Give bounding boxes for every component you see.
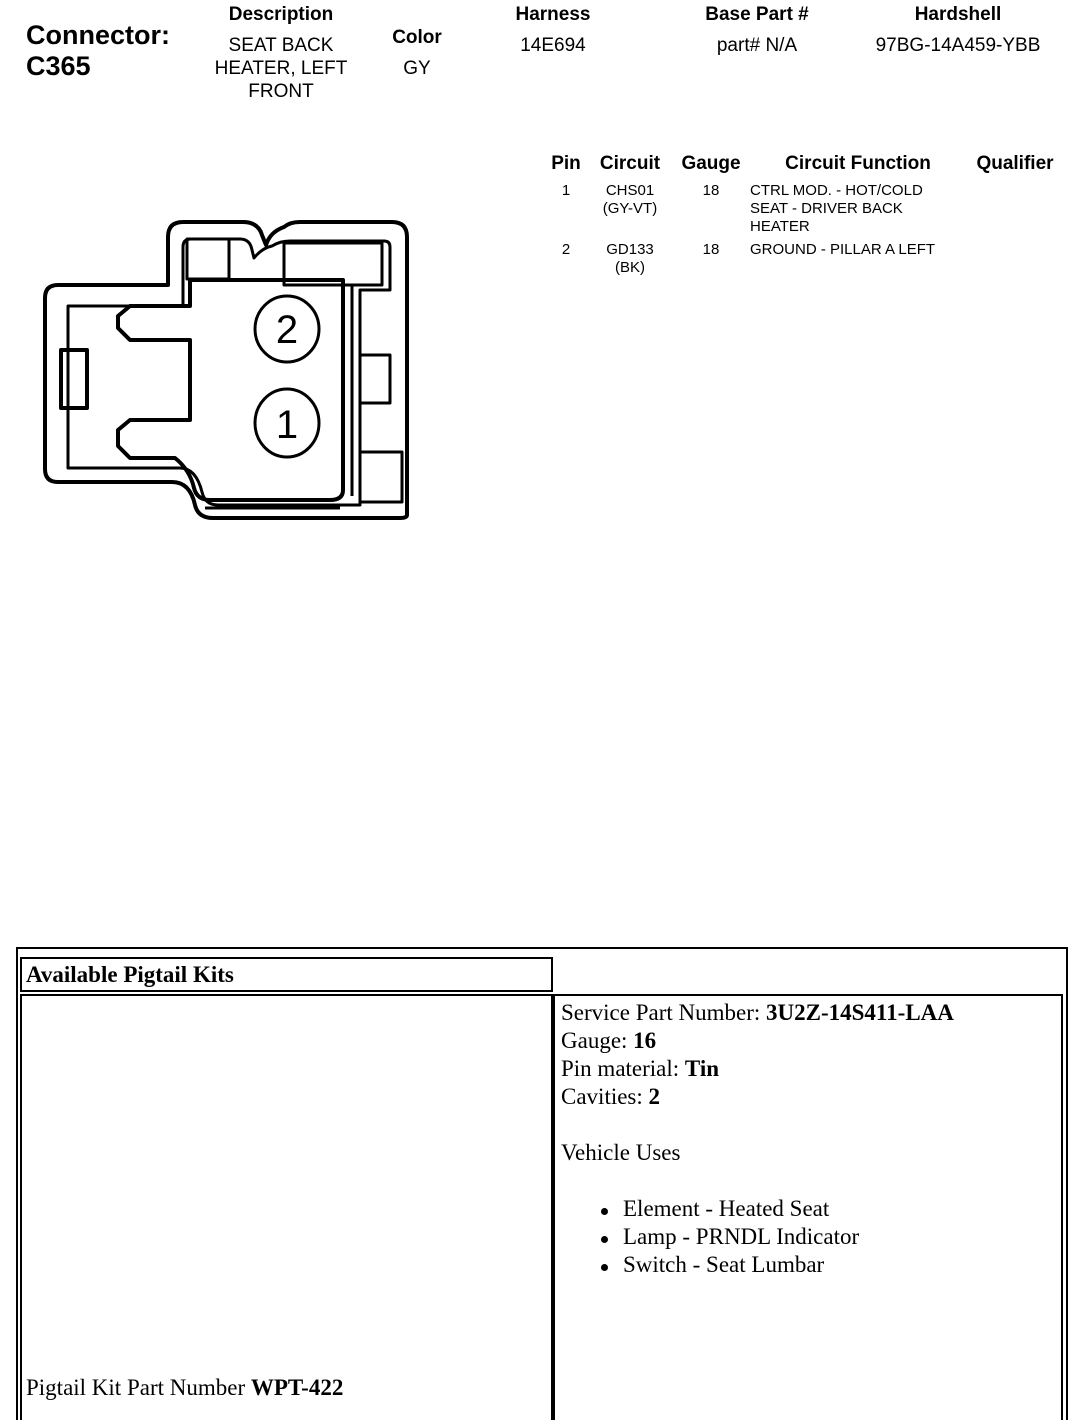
description-line: FRONT — [248, 81, 314, 102]
base-part-label: Base Part # — [705, 4, 809, 25]
vehicle-use-item: Switch - Seat Lumbar — [561, 1251, 954, 1279]
color-value: GY — [403, 58, 431, 79]
empty-header-cell — [553, 957, 1063, 992]
circuit-cell — [592, 182, 668, 218]
circuit-color: (BK) — [615, 259, 645, 276]
circuit-cell — [592, 241, 668, 277]
right-latch-tab-lower — [360, 452, 402, 502]
gauge-header: Gauge — [681, 153, 741, 174]
function-line: SEAT - DRIVER BACK — [750, 200, 903, 217]
hardshell-value: 97BG-14A459-YBB — [875, 35, 1041, 56]
pin-number: 1 — [561, 182, 571, 199]
pigtail-kit-number — [26, 1374, 343, 1402]
qualifier-header: Qualifier — [976, 153, 1054, 174]
description-line: HEATER, LEFT — [214, 58, 348, 79]
pin-material-line — [561, 1055, 954, 1083]
pin-material-label: Pin material: — [561, 1056, 685, 1081]
function-line: CTRL MOD. - HOT/COLD — [750, 182, 923, 199]
harness-label: Harness — [515, 4, 591, 25]
color-label: Color — [392, 27, 442, 48]
circuit-header: Circuit — [599, 153, 661, 174]
description-line: SEAT BACK — [228, 35, 334, 56]
top-notch-left — [187, 239, 229, 279]
vehicle-uses-list — [561, 1195, 954, 1279]
circuit-code: CHS01 — [605, 182, 655, 199]
cavities-line — [561, 1083, 954, 1111]
connector-face-diagram — [0, 0, 420, 540]
service-part-value: 3U2Z-14S411-LAA — [766, 1000, 954, 1025]
cavities-label: Cavities: — [561, 1084, 649, 1109]
pin-number: 2 — [561, 241, 571, 258]
function-line: HEATER — [750, 218, 810, 235]
gauge-label: Gauge: — [561, 1028, 634, 1053]
pin-label-1: 1 — [275, 403, 299, 447]
description-label: Description — [228, 4, 334, 25]
circuit-code: GD133 — [606, 241, 654, 258]
pin-label-2: 2 — [275, 308, 299, 352]
pigtail-info-cell — [553, 994, 1063, 1420]
pigtail-info — [561, 999, 954, 1279]
circuit-function-header: Circuit Function — [785, 153, 931, 174]
service-part-line — [561, 999, 954, 1027]
base-part-value: part# N/A — [716, 35, 798, 56]
connector-label: Connector: — [26, 20, 170, 50]
cavities-value: 2 — [648, 1084, 661, 1109]
function-line: GROUND - PILLAR A LEFT — [750, 241, 936, 258]
hardshell-label: Hardshell — [914, 4, 1002, 25]
circuit-color: (GY-VT) — [602, 200, 658, 217]
connector-id: C365 — [26, 51, 91, 81]
kit-number-label: Pigtail Kit Part Number — [26, 1375, 251, 1400]
circuit-function-cell — [750, 241, 965, 259]
gauge-cell: 18 — [702, 182, 720, 199]
vehicle-use-item: Element - Heated Seat — [561, 1195, 954, 1223]
left-locking-tab — [61, 350, 87, 408]
pigtail-title: Available Pigtail Kits — [26, 962, 234, 987]
vehicle-use-item: Lamp - PRNDL Indicator — [561, 1223, 954, 1251]
harness-value: 14E694 — [520, 35, 586, 56]
gauge-cell: 18 — [702, 241, 720, 258]
vehicle-uses-heading: Vehicle Uses — [561, 1140, 681, 1165]
pigtail-title-cell — [20, 957, 553, 992]
circuit-function-cell — [750, 182, 965, 236]
pin-header: Pin — [551, 153, 581, 174]
service-part-label: Service Part Number: — [561, 1000, 767, 1025]
pin-material-value: Tin — [684, 1056, 720, 1081]
pigtail-image-cell — [20, 994, 553, 1420]
kit-number-value: WPT-422 — [250, 1375, 344, 1400]
gauge-value: 16 — [633, 1028, 657, 1053]
gauge-line — [561, 1027, 954, 1055]
right-latch-tab-upper — [360, 355, 390, 403]
